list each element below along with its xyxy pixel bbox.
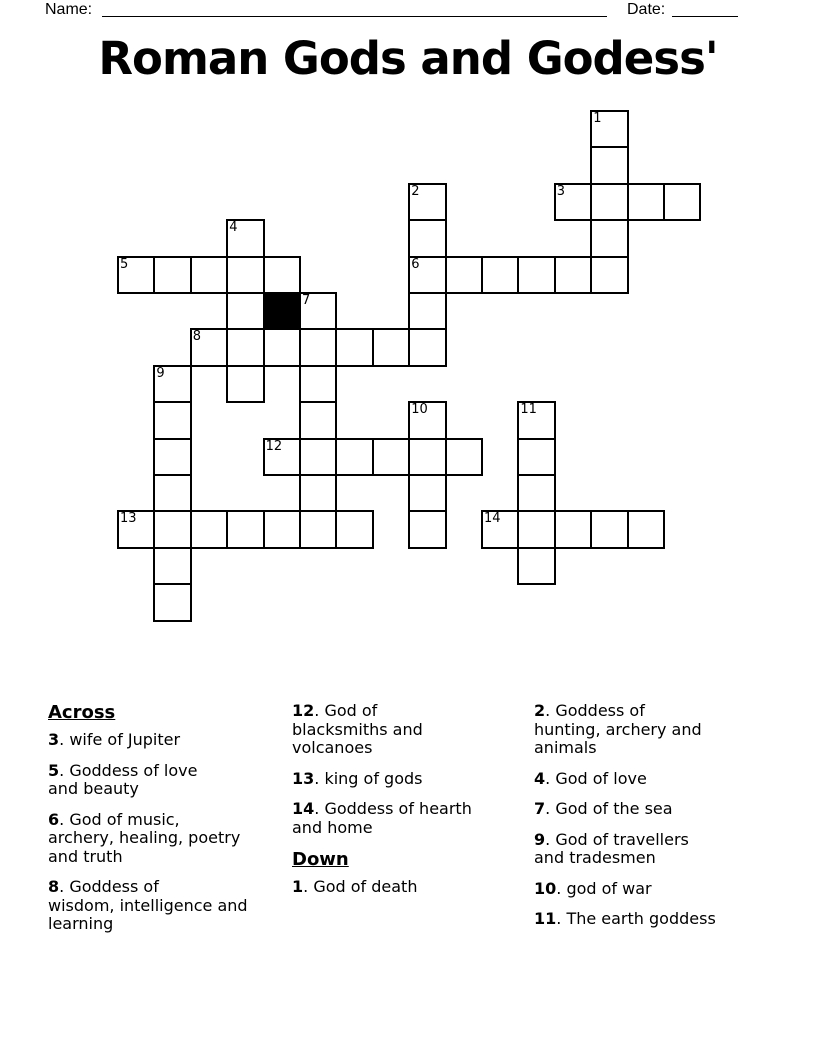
grid-cell[interactable] bbox=[335, 510, 373, 548]
clue-number: 4 bbox=[534, 768, 546, 788]
grid-cell[interactable] bbox=[517, 474, 555, 512]
grid-cell[interactable] bbox=[408, 510, 446, 548]
grid-cell[interactable] bbox=[190, 256, 228, 294]
clue-number: 9 bbox=[534, 829, 546, 849]
grid-cell[interactable] bbox=[226, 328, 264, 366]
cell-number: 5 bbox=[120, 256, 129, 272]
grid-cell[interactable] bbox=[153, 547, 191, 585]
clue-6: 6. God of music, archery, healing, poetry and truth bbox=[48, 809, 241, 866]
grid-cell[interactable] bbox=[299, 365, 337, 403]
grid-cell[interactable] bbox=[299, 510, 337, 548]
clue-8: 8. Goddess of wisdom, intelligence and learning bbox=[48, 877, 248, 933]
grid-cell[interactable] bbox=[226, 256, 264, 294]
clue-11: 11. The earth goddess bbox=[534, 909, 716, 928]
cell-number: 4 bbox=[229, 220, 238, 236]
grid-cell[interactable] bbox=[554, 256, 592, 294]
grid-cell[interactable] bbox=[408, 183, 446, 221]
grid-cell[interactable] bbox=[517, 401, 555, 439]
grid-cell[interactable] bbox=[226, 292, 264, 330]
grid-cell[interactable] bbox=[153, 510, 191, 548]
cell-number: 12 bbox=[265, 438, 283, 454]
grid-cell[interactable] bbox=[408, 328, 446, 366]
grid-cell[interactable] bbox=[190, 328, 228, 366]
clue-number: 1 bbox=[292, 877, 304, 896]
cell-number: 1 bbox=[593, 111, 602, 126]
grid-cell[interactable] bbox=[117, 510, 155, 548]
clue-number: 12 bbox=[292, 701, 315, 720]
cell-number: 9 bbox=[156, 365, 165, 381]
grid-cell[interactable] bbox=[517, 547, 555, 585]
grid-cell[interactable] bbox=[627, 183, 665, 221]
crossword-grid bbox=[117, 110, 702, 622]
grid-cell[interactable] bbox=[554, 510, 592, 548]
grid-cell[interactable] bbox=[153, 401, 191, 439]
clue-3: 3. wife of Jupiter bbox=[48, 730, 181, 749]
cell-number: 6 bbox=[411, 256, 420, 272]
clue-number: 11 bbox=[534, 909, 557, 928]
clue-13: 13. king of gods bbox=[292, 768, 423, 788]
name-input-line[interactable] bbox=[102, 2, 607, 17]
grid-cell[interactable] bbox=[481, 510, 519, 548]
grid-cell[interactable] bbox=[590, 183, 628, 221]
grid-cell[interactable] bbox=[299, 474, 337, 512]
clues-column-middle bbox=[292, 702, 540, 909]
grid-cell[interactable] bbox=[190, 510, 228, 548]
grid-cell[interactable] bbox=[590, 146, 628, 184]
clue-number: 14 bbox=[292, 799, 315, 818]
black-cell bbox=[263, 292, 301, 330]
grid-cell[interactable] bbox=[590, 110, 628, 148]
grid-cell[interactable] bbox=[117, 256, 155, 294]
clue-number: 8 bbox=[48, 877, 60, 896]
grid-cell[interactable] bbox=[554, 183, 592, 221]
grid-cell[interactable] bbox=[153, 365, 191, 403]
clue-10: 10. god of war bbox=[534, 878, 652, 898]
grid-cell[interactable] bbox=[299, 438, 337, 476]
name-label: Name: bbox=[45, 1, 93, 18]
grid-cell[interactable] bbox=[445, 256, 483, 294]
cell-number: 8 bbox=[192, 329, 202, 345]
clue-number: 5 bbox=[48, 760, 60, 780]
grid-cell[interactable] bbox=[408, 474, 446, 512]
grid-cell[interactable] bbox=[335, 438, 373, 476]
clue-4: 4. God of love bbox=[534, 768, 647, 788]
grid-cell[interactable] bbox=[335, 328, 373, 366]
clue-12: 12. God of blacksmiths and volcanoes bbox=[292, 701, 423, 757]
grid-cell[interactable] bbox=[517, 438, 555, 476]
date-input-line[interactable] bbox=[672, 2, 738, 17]
grid-cell[interactable] bbox=[372, 438, 410, 476]
cell-number: 3 bbox=[556, 183, 566, 199]
clue-5: 5. Goddess of love and beauty bbox=[48, 760, 198, 798]
clue-7: 7. God of the sea bbox=[534, 799, 673, 818]
clue-1: 1. God of death bbox=[292, 877, 418, 896]
grid-cell[interactable] bbox=[263, 510, 301, 548]
grid-cell[interactable] bbox=[590, 510, 628, 548]
grid-cell[interactable] bbox=[153, 583, 191, 621]
cell-number: 2 bbox=[411, 183, 420, 199]
grid-cell[interactable] bbox=[153, 256, 191, 294]
grid-cell[interactable] bbox=[372, 328, 410, 366]
grid-cell[interactable] bbox=[445, 438, 483, 476]
across-heading: Across bbox=[48, 702, 116, 723]
grid-cell[interactable] bbox=[627, 510, 665, 548]
cell-number: 10 bbox=[411, 402, 428, 418]
grid-cell[interactable] bbox=[408, 292, 446, 330]
grid-cell[interactable] bbox=[517, 510, 555, 548]
grid-cell[interactable] bbox=[408, 256, 446, 294]
grid-cell[interactable] bbox=[408, 401, 446, 439]
grid-cell[interactable] bbox=[226, 219, 264, 257]
clues-column-across bbox=[48, 702, 288, 946]
cell-number: 13 bbox=[120, 511, 137, 527]
grid-cell[interactable] bbox=[263, 328, 301, 366]
down-heading: Down bbox=[292, 849, 349, 870]
grid-cell[interactable] bbox=[263, 438, 301, 476]
grid-cell[interactable] bbox=[153, 474, 191, 512]
grid-cell[interactable] bbox=[153, 438, 191, 476]
clue-14: 14. Goddess of hearth and home bbox=[292, 799, 472, 837]
cell-number: 11 bbox=[520, 402, 537, 418]
clue-number: 7 bbox=[534, 799, 546, 818]
clues-column-down bbox=[534, 702, 796, 941]
clue-number: 13 bbox=[292, 768, 315, 788]
grid-cell[interactable] bbox=[299, 401, 337, 439]
grid-cell[interactable] bbox=[408, 438, 446, 476]
grid-cell[interactable] bbox=[590, 219, 628, 257]
clue-2: 2. Goddess of hunting, archery and animals bbox=[534, 701, 702, 757]
cell-number: 14 bbox=[484, 511, 501, 527]
grid-cell[interactable] bbox=[663, 183, 701, 221]
clue-number: 6 bbox=[48, 809, 60, 829]
clue-9: 9. God of travellers and tradesmen bbox=[534, 829, 689, 867]
cell-number: 7 bbox=[302, 293, 311, 308]
grid-cell[interactable] bbox=[226, 365, 264, 403]
grid-cell[interactable] bbox=[299, 328, 337, 366]
grid-cell[interactable] bbox=[408, 219, 446, 257]
grid-cell[interactable] bbox=[590, 256, 628, 294]
grid-cell[interactable] bbox=[226, 510, 264, 548]
clue-number: 3 bbox=[48, 730, 60, 749]
grid-cell[interactable] bbox=[481, 256, 519, 294]
clue-number: 10 bbox=[534, 878, 557, 898]
grid-cell[interactable] bbox=[299, 292, 337, 330]
date-label: Date: bbox=[627, 1, 666, 18]
grid-cell[interactable] bbox=[263, 256, 301, 294]
page-title: Roman Gods and Godess' bbox=[98, 32, 718, 85]
clue-number: 2 bbox=[534, 701, 546, 720]
grid-cell[interactable] bbox=[517, 256, 555, 294]
